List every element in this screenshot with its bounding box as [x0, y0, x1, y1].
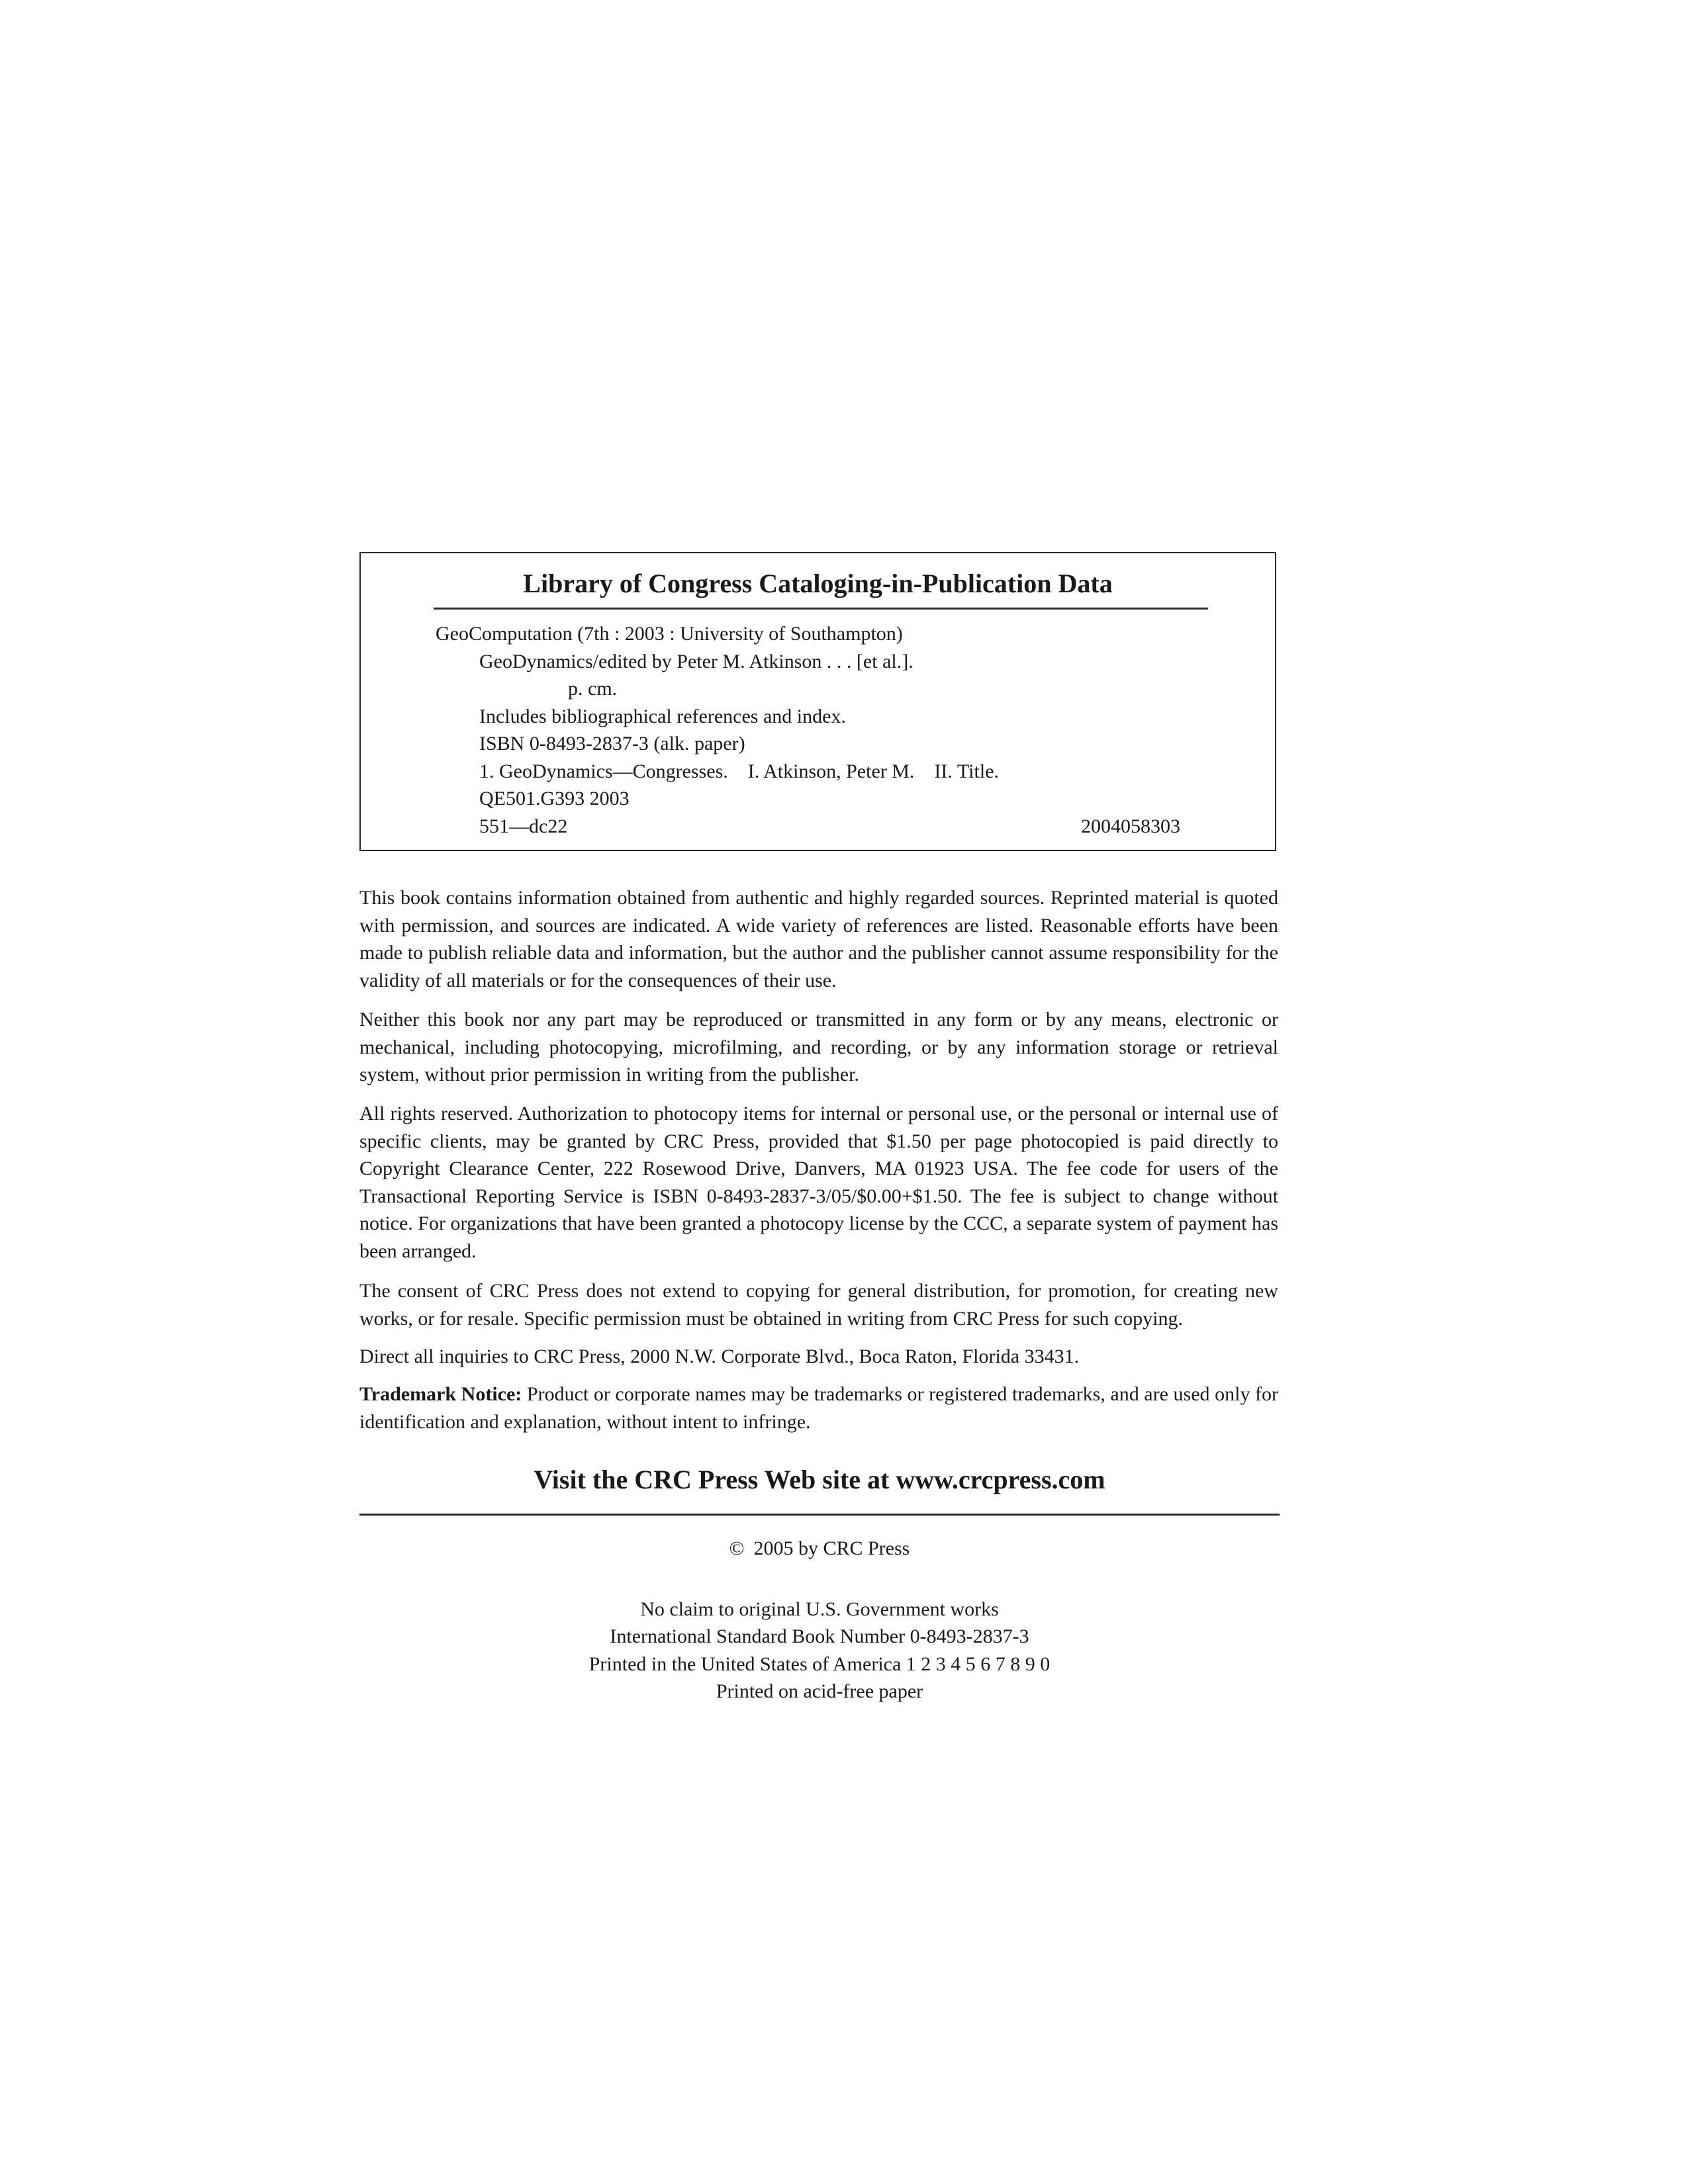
cip-data-box [359, 552, 1276, 851]
no-claim-line: No claim to original U.S. Government works [640, 1598, 999, 1620]
rights-paragraph: All rights reserved. Authorization to photocopy items for internal or personal use, or the personal or internal use of specific clients, may be granted by CRC Press, provided that $1.50 per page photocopied is paid directly to Copyright Clearance Center, 222 Rosewood Drive, Danvers, MA 01923 USA. The fee code for users of the Transactional Reporting Service is ISBN 0-8493-2837-3/05/$0.00+$1.50. The fee is subject to change without notice. For organizations that have been granted a photocopy license by the CCC, a separate system of payment has been arranged. [359, 1103, 1278, 1262]
copyright-symbol: © [729, 1537, 745, 1559]
visit-rule [359, 1514, 1280, 1516]
cip-lc-call-number: QE501.G393 2003 [479, 788, 630, 809]
visit-website-heading: Visit the CRC Press Web site at www.crcpress.com [534, 1465, 1105, 1494]
trademark-text: Product or corporate names may be trademarks or registered trademarks, and are used only for identification and explanation, without intent to infringe. [359, 1383, 1279, 1433]
copyright-line [359, 1535, 1280, 1562]
acid-free-line: Printed on acid-free paper [716, 1680, 923, 1702]
cip-isbn: ISBN 0-8493-2837-3 (alk. paper) [479, 733, 745, 754]
printed-in-line: Printed in the United States of America 1 2 3 4 5 6 7 8 9 0 [588, 1653, 1051, 1675]
trademark-label: Trademark Notice: [359, 1383, 522, 1405]
cip-title-rule [434, 608, 1208, 610]
consent-paragraph: The consent of CRC Press does not extend to copying for general distribution, for promotion, for creating new works, or for resale. Specific permission must be obtained in writing from CRC Press for such copying. [359, 1280, 1278, 1330]
cip-lccn: 2004058303 [1081, 815, 1180, 837]
cip-notes: Includes bibliographical references and index. [479, 705, 846, 727]
isbn-line: International Standard Book Number 0-8493-2837-3 [610, 1625, 1029, 1647]
cip-main-entry: GeoComputation (7th : 2003 : University of Southampton) [436, 623, 903, 645]
cip-physical-description: p. cm. [568, 678, 618, 700]
cip-title-statement: GeoDynamics/edited by Peter M. Atkinson . . . [et al.]. [479, 651, 914, 672]
reproduction-paragraph: Neither this book nor any part may be reproduced or transmitted in any form or by any means, electronic or mechanical, including photocopying, microfilming, and recording, or by any information storage or retrieval system, without prior permission in writing from the publisher. [359, 1009, 1278, 1085]
cip-subjects: 1. GeoDynamics—Congresses. I. Atkinson, Peter M. II. Title. [479, 760, 999, 782]
copyright-text: 2005 by CRC Press [753, 1537, 910, 1559]
trademark-paragraph [359, 1381, 1278, 1435]
cip-title: Library of Congress Cataloging-in-Publication Data [523, 569, 1113, 598]
inquiries-paragraph: Direct all inquiries to CRC Press, 2000 N.W. Corporate Blvd., Boca Raton, Florida 33431. [359, 1345, 1080, 1367]
cip-dewey-number: 551—dc22 [479, 815, 568, 837]
disclaimer-paragraph: This book contains information obtained from authentic and highly regarded sources. Reprinted material is quoted with permission, and sources are indicated. A wide variety of references are listed. Reasonable efforts have been made to publish reliable data and information, but the author and the publisher cannot assume responsibility for the validity of all materials or for the consequences of their use. [359, 887, 1278, 991]
